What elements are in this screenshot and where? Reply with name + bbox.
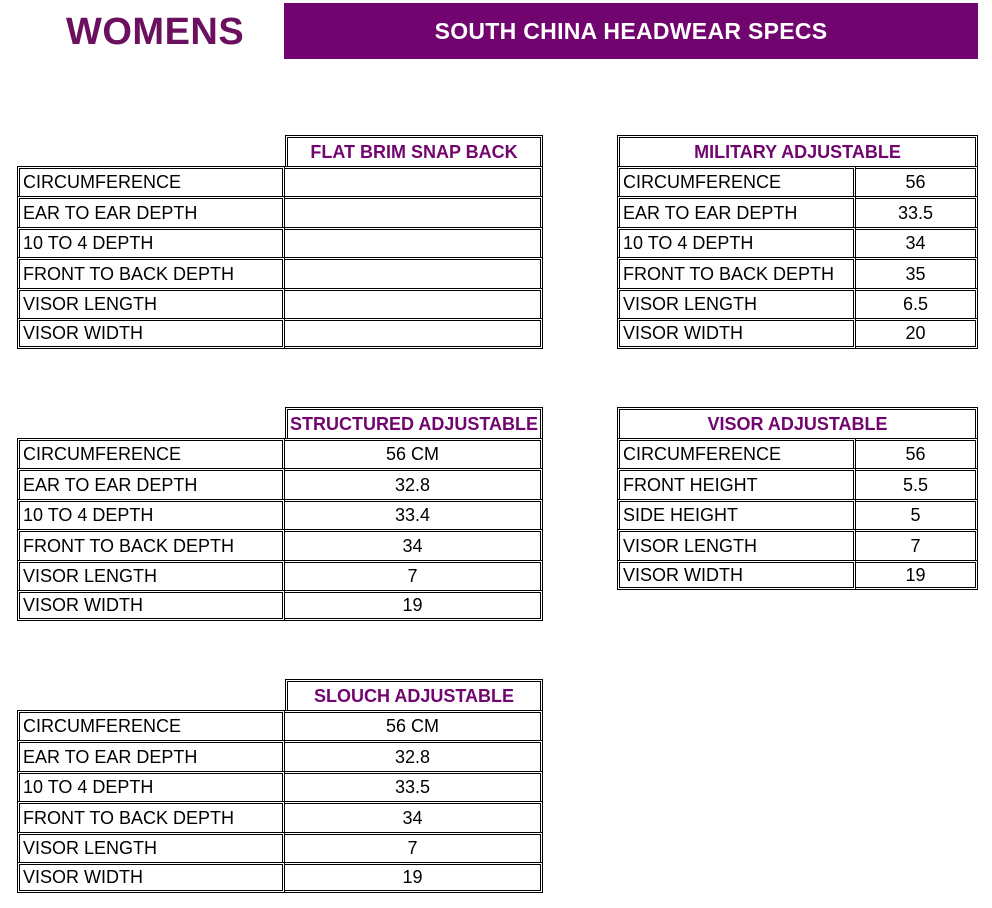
row-label: VISOR WIDTH bbox=[17, 318, 285, 349]
row-label: EAR TO EAR DEPTH bbox=[17, 196, 285, 227]
row-value: 19 bbox=[856, 560, 978, 591]
row-label: VISOR LENGTH bbox=[617, 529, 856, 560]
header-spacer bbox=[17, 407, 285, 438]
table-title: SLOUCH ADJUSTABLE bbox=[285, 679, 543, 710]
row-label: VISOR WIDTH bbox=[17, 862, 285, 893]
table-row bbox=[617, 227, 978, 258]
table-row bbox=[617, 288, 978, 319]
row-value: 7 bbox=[285, 560, 543, 591]
row-label: CIRCUMFERENCE bbox=[17, 166, 285, 197]
row-label: FRONT TO BACK DEPTH bbox=[17, 529, 285, 560]
spec-table-flat-brim-snap-back bbox=[17, 135, 543, 349]
row-value: 33.4 bbox=[285, 499, 543, 530]
page-title: WOMENS bbox=[66, 11, 245, 53]
row-label: VISOR LENGTH bbox=[17, 560, 285, 591]
row-value: 7 bbox=[856, 529, 978, 560]
row-label: VISOR LENGTH bbox=[617, 288, 856, 319]
table-row bbox=[617, 560, 978, 591]
row-value: 34 bbox=[285, 801, 543, 832]
table-row bbox=[17, 257, 543, 288]
row-label: FRONT TO BACK DEPTH bbox=[17, 801, 285, 832]
row-value: 35 bbox=[856, 257, 978, 288]
row-label: CIRCUMFERENCE bbox=[17, 438, 285, 469]
spec-table-slouch-adjustable bbox=[17, 679, 543, 893]
row-label: 10 TO 4 DEPTH bbox=[17, 499, 285, 530]
table-title: VISOR ADJUSTABLE bbox=[617, 407, 978, 438]
table-row bbox=[617, 196, 978, 227]
row-label: 10 TO 4 DEPTH bbox=[17, 771, 285, 802]
row-label: VISOR WIDTH bbox=[617, 318, 856, 349]
table-row bbox=[17, 468, 543, 499]
table-row bbox=[617, 257, 978, 288]
row-value: 32.8 bbox=[285, 468, 543, 499]
table-title: STRUCTURED ADJUSTABLE bbox=[285, 407, 543, 438]
row-label: VISOR LENGTH bbox=[17, 288, 285, 319]
row-value: 19 bbox=[285, 862, 543, 893]
table-row bbox=[17, 288, 543, 319]
table-row bbox=[17, 166, 543, 197]
header-spacer bbox=[17, 679, 285, 710]
table-row bbox=[17, 227, 543, 258]
row-label: CIRCUMFERENCE bbox=[617, 438, 856, 469]
table-row bbox=[17, 771, 543, 802]
row-value bbox=[285, 288, 543, 319]
row-value bbox=[285, 227, 543, 258]
row-label: SIDE HEIGHT bbox=[617, 499, 856, 530]
table-row bbox=[617, 468, 978, 499]
table-row bbox=[17, 710, 543, 741]
row-label: 10 TO 4 DEPTH bbox=[617, 227, 856, 258]
row-label: EAR TO EAR DEPTH bbox=[17, 740, 285, 771]
row-label: 10 TO 4 DEPTH bbox=[17, 227, 285, 258]
table-row bbox=[17, 560, 543, 591]
row-value: 34 bbox=[856, 227, 978, 258]
spec-table-military-adjustable bbox=[617, 135, 978, 349]
spec-table-visor-adjustable bbox=[617, 407, 978, 590]
table-row bbox=[617, 499, 978, 530]
row-value: 56 CM bbox=[285, 710, 543, 741]
table-row bbox=[17, 590, 543, 621]
table-row bbox=[617, 166, 978, 197]
row-value: 32.8 bbox=[285, 740, 543, 771]
table-row bbox=[17, 438, 543, 469]
row-label: FRONT TO BACK DEPTH bbox=[617, 257, 856, 288]
table-row bbox=[17, 740, 543, 771]
table-row bbox=[17, 318, 543, 349]
table-row bbox=[617, 318, 978, 349]
row-value bbox=[285, 257, 543, 288]
table-row bbox=[17, 499, 543, 530]
row-label: VISOR WIDTH bbox=[17, 590, 285, 621]
table-row bbox=[617, 529, 978, 560]
row-value: 6.5 bbox=[856, 288, 978, 319]
table-row bbox=[17, 529, 543, 560]
spec-table-structured-adjustable bbox=[17, 407, 543, 621]
row-value: 34 bbox=[285, 529, 543, 560]
table-row bbox=[17, 862, 543, 893]
row-value bbox=[285, 196, 543, 227]
row-value: 33.5 bbox=[856, 196, 978, 227]
row-value bbox=[285, 166, 543, 197]
row-value: 56 bbox=[856, 438, 978, 469]
table-row bbox=[17, 801, 543, 832]
row-value: 19 bbox=[285, 590, 543, 621]
row-value bbox=[285, 318, 543, 349]
row-label: VISOR LENGTH bbox=[17, 832, 285, 863]
document-banner: SOUTH CHINA HEADWEAR SPECS bbox=[284, 3, 978, 59]
table-row bbox=[17, 832, 543, 863]
table-title: MILITARY ADJUSTABLE bbox=[617, 135, 978, 166]
row-label: EAR TO EAR DEPTH bbox=[17, 468, 285, 499]
table-row bbox=[17, 196, 543, 227]
row-value: 33.5 bbox=[285, 771, 543, 802]
row-value: 5 bbox=[856, 499, 978, 530]
row-label: EAR TO EAR DEPTH bbox=[617, 196, 856, 227]
row-label: VISOR WIDTH bbox=[617, 560, 856, 591]
table-row bbox=[617, 438, 978, 469]
row-value: 5.5 bbox=[856, 468, 978, 499]
row-value: 56 bbox=[856, 166, 978, 197]
row-label: CIRCUMFERENCE bbox=[17, 710, 285, 741]
table-title: FLAT BRIM SNAP BACK bbox=[285, 135, 543, 166]
row-label: FRONT HEIGHT bbox=[617, 468, 856, 499]
row-value: 7 bbox=[285, 832, 543, 863]
row-value: 20 bbox=[856, 318, 978, 349]
row-label: FRONT TO BACK DEPTH bbox=[17, 257, 285, 288]
header-spacer bbox=[17, 135, 285, 166]
row-label: CIRCUMFERENCE bbox=[617, 166, 856, 197]
row-value: 56 CM bbox=[285, 438, 543, 469]
